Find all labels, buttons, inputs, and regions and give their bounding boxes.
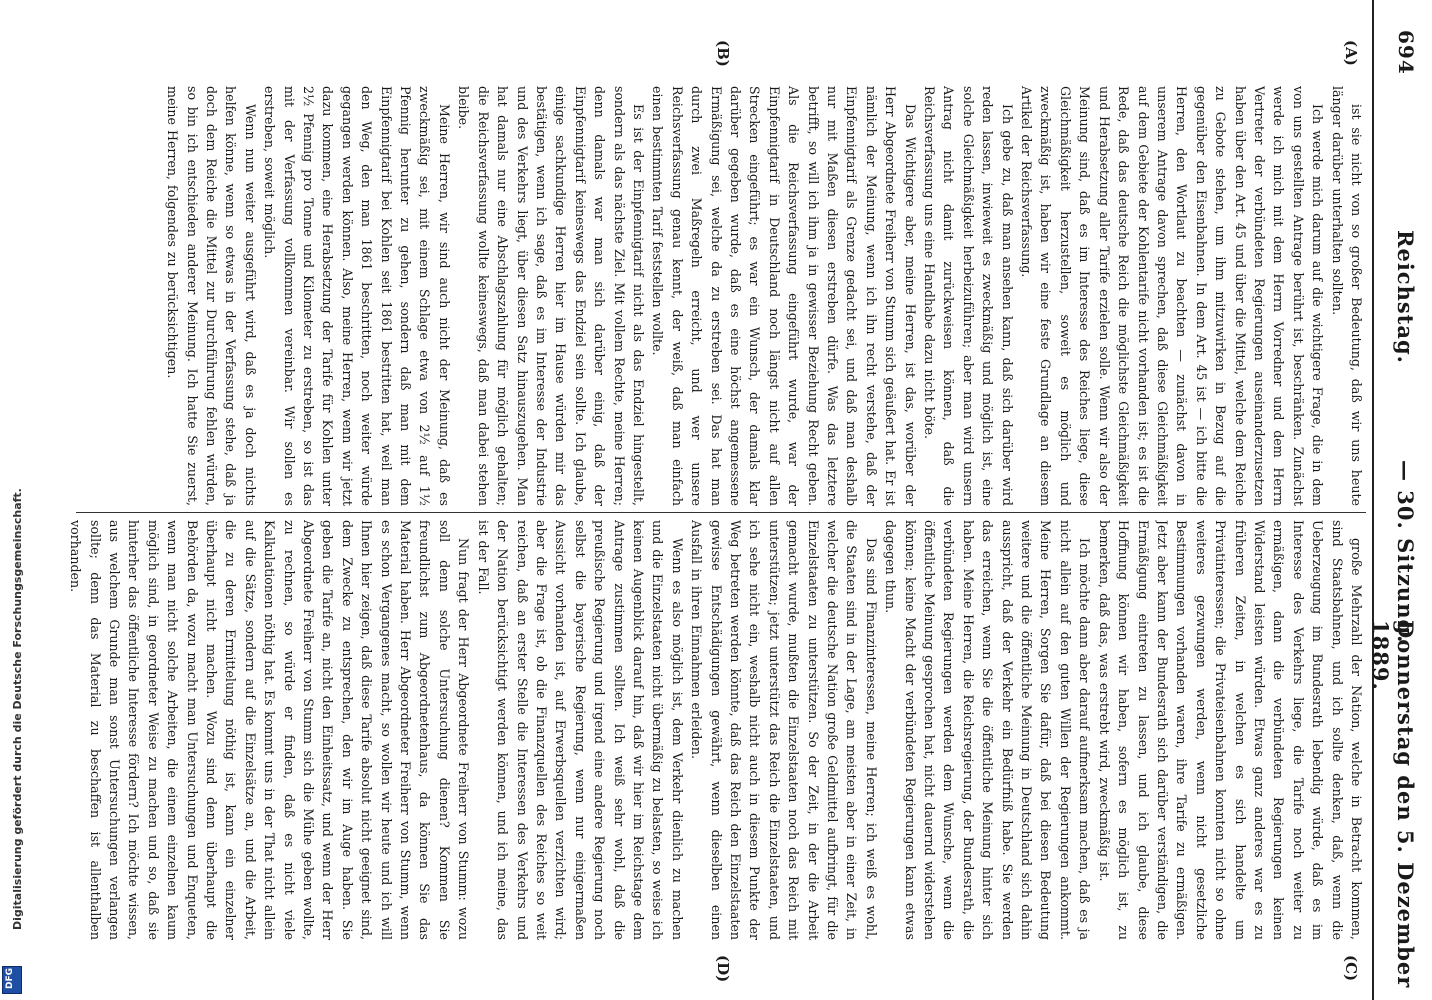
right-text-column [66, 520, 1366, 940]
header-title: Reichstag. [1393, 230, 1418, 364]
page-header [1368, 0, 1432, 1000]
header-session: — 30. Sitzung. [1393, 460, 1418, 644]
paragraph: Nun fragt der Herr Abgeordnete Freiherr von Stumm: wozu soll denn solche Untersuchung dienen? Kommen Sie freundlichst zum Abgeordnetenhaus, da können Sie das Material haben. Herr Abgeordneter Freiherr von Stumm, wenn es schon Vergangenes macht, so wollen wir heute und ich will Ihnen hier zeigen, daß diese Tarife absolut nicht geeignet sind, dem Zwecke zu entsprechen, den wir im Auge haben. Sie geben die Tarife an, nicht den Einheitssatz, und wenn der Herr Abgeordnete Freiherr von Stumm sich die Mühe geben wollte, zu rechnen, so würde er finden, daß es nicht viele Kalkulationen nöthig hat. Es kommt uns in der That nicht allein auf die Sätze, sondern auf die Einzelsätze an, und die Arbeit, die zu deren Ermittelung nöthig ist, kann ein einzelner überhaupt nicht machen. Wozu sind denn überhaupt die Behörden da, wozu macht man Untersuchungen und Enqueten, wenn man nicht solche Arbeiten, die einem einzelnen kaum möglich sind, in geordneter Weise zu machen und so, daß sie hinterher das öffentliche Interesse fördern? Ich möchte wissen, aus welchem Grunde man sonst Untersuchungen verlangen sollte; denn das Material zu beschaffen ist allenthalben vorhanden. [68, 520, 472, 940]
page-number: 694 [1394, 30, 1418, 75]
margin-marker-d: (D) [714, 955, 732, 983]
paragraph: Es ist der Einpfennigtarif nicht als das Endziel hingestellt, sondern als das nächste Ziel. Mit vollem Rechte, meine Herren; denn damals war man sich darüber einig, daß der Einpfennigtarif keineswegs das Endziel sein sollte. Ich glaube, einige sachkundige Herren hier im Hause würden mir das bestätigen, wenn ich sage, daß es im Interesse der Industrie und des Verkehrs liegt, über diesen Satz hinauszugehen. Man hat damals nur eine Abschlagszahlung für möglich gehalten; die Reichsverfassung wollte keineswegs, daß man dabei stehen bleibe. [456, 86, 646, 506]
paragraph: Ich werde mich darum auf die wichtigere Frage, die in dem von uns gestellten Antrage berührt ist, beschränken. Zunächst werde ich mich mit dem Herrn Vorredner und dem Herrn Vertreter der verbündeten Regierungen auseinanderzusetzen haben über den Art. 45 und über die Mittel, welche dem Reiche zu Gebote stehen, um ihm mitzuwirken in Bezug auf die gegenüber den Eisenbahnen. In dem Art. 45 ist — ich bitte die Herren, den Wortlaut zu beachten — zunächst davon in unserem Antrage davon sprechen, daß diese Gleichmäßigkeit auf dem Gebiete der Kohlentarife nicht vorhanden ist; es ist die Rede, daß das deutsche Reich die möglichste Gleichmäßigkeit und Herabsetzung aller Tarife erzielen solle. Wenn wir also der Meinung sind, daß es im Interesse des Reiches liege, diese Gleichmäßigkeit herzustellen, soweit es möglich und zweckmäßig ist, haben wir eine feste Grundlage an diesem Artikel der Reichsverfassung. [1019, 86, 1326, 506]
header-date: Donnerstag den 5. Dezember 1889. [1368, 620, 1418, 989]
paragraph: Ich gebe zu, daß man ansehen kann, daß sich darüber wird reden lassen, inwieweit es zweckmäßig und möglich ist, eine solche Gleichmäßigkeit herbeizuführen; aber man wird unsern Antrag nicht damit zurückweisen können, daß die Reichsverfassung uns eine Handhabe dazu nicht böte. [922, 86, 1015, 506]
margin-marker-a: (A) [1342, 40, 1360, 66]
paragraph: Ich möchte dann aber darauf aufmerksam machen, daß es ja nicht allein auf den guten Willen der Regierungen ankommt. Meine Herren, Sorgen Sie dafür, daß bei diesen Bedeutung weitere und die öffentliche Meinung in Deutschland sich dahin ausspricht, daß der Verkehr ein Bedürfniß habe. Sie werden das erreichen, wenn Sie die öffentliche Meinung hinter sich haben. Meine Herren, die Reichsregierung, der Bundesrath, die verbündeten Regierungen werden dem Wunsche, wenn die öffentliche Meinung gesprochen hat, nicht dauernd widerstehen können; keine Macht der verbündeten Regierungen kann etwas dagegen thun. [883, 520, 1093, 940]
paragraph: Das sind Finanzinteressen, meine Herren; ich weiß es wohl, die Staaten sind in der Lage, am meisten aber in einer Zeit, in welcher die deutsche Nation große Geldmittel aufbringt, für die Einzelstaaten zu unterstützen. So der Zeit, in der die Arbeit gemacht wurde, mußten die Einzelstaaten noch das Reich mit unterstützen; jetzt unterstützt das Reich die Einzelstaaten, und ich sehe nicht ein, weshalb nicht auch in diesem Punkte der Weg betreten werden könnte, daß das Reich den Einzelstaaten gewisse Entschädigungen gewährt, wenn dieselben einen Ausfall in ihren Einnahmen erleiden. [689, 520, 879, 940]
footer-credit: Digitalisierung gefördert durch die Deutsche Forschungsgemeinschaft. [11, 488, 24, 930]
paragraph: Meine Herren, wir sind auch nicht der Meinung, daß es zweckmäßig sei, mit einem Schlage etwa von 2½ auf 1½ Pfennig herunter zu gehen, sondern daß man mit dem Einpfennigtarif bei Kohlen seit 1861 bestritten hat, weil man den Weg, den man 1861 beschritten, noch weiter würde gegangen werden können. Also, meine Herren, wenn wir jetzt dazu kommen, eine Herabsetzung der Tarife für Kohlen unter 2½ Pfennig pro Tonne und Kilometer zu erstreben, so ist das mit der Verfassung vollkommen vereinbar. Wir sollen es erstreben, soweit möglich. [262, 86, 452, 506]
column-divider [76, 512, 1366, 513]
dfg-logo-text: DFG [5, 967, 15, 989]
margin-marker-c: (C) [1342, 955, 1360, 982]
paragraph: ist sie nicht von so großer Bedeutung, daß wir uns heute länger darüber unterhalten sollten. [1329, 86, 1364, 506]
paragraph: Wenn nun weiter ausgeführt wird, daß es ja doch nichts helfen könne, wenn so etwas in der Verfassung stehe, daß ja doch dem Reiche die Mittel zur Durchführung fehlen würden, so bin ich entschieden anderer Meinung. Ich hatte Sie zuerst, meine Herren, folgendes zu berücksichtigen. [165, 86, 258, 506]
dfg-logo [2, 966, 22, 994]
paragraph: große Mehrzahl der Nation, welche in Betracht kommen, sind Staatsbahnen, und ich sollte denken, daß, wenn die Ueberzeugung im Bundesrath lebendig würde, daß es im Interesse des Verkehrs liege, die Tarife noch weiter zu ermäßigen, dann die verbündeten Regierungen keinen Widerstand leisten würden. Etwas ganz anderes war es zu früheren Zeiten, in welchen es sich handelte um Privatinteressen; die Privateisenbahnen konnten nicht so ohne weiteres gezwungen werden, wenn nicht gesetzliche Bestimmungen vorhanden waren, ihre Tarife zu ermäßigen. Jetzt aber kann der Bundesrath sich darüber verständigen, die Ermäßigung eintreten zu lassen, und ich glaube, diese Hoffnung können wir haben, sofern es möglich ist, zu bemerken, daß das, was erstrebt wird, zweckmäßig ist. [1096, 520, 1364, 940]
digitization-footer [0, 0, 22, 1000]
paragraph: Wenn es also möglich ist, dem Verkehr dienlich zu machen und die Einzelstaaten nicht übermäßig zu belasten, so weise ich keinen Augenblick darauf hin, daß wir hier im Reichstage dem Antrage zustimmen sollten. Ich weiß sehr wohl, daß die preußische Regierung und irgend eine andere Regierung noch selbst die bayerische Regierung, wenn nur einigermaßen Aussicht vorhanden ist, auf Erwerbsquellen verzichten wird; aber die Frage ist, ob die Finanzquellen des Reiches so weit reichen, daß an erster Stelle die Interessen des Verkehrs und der Nation berücksichtigt werden können, und ich meine, das ist der Fall. [475, 520, 685, 940]
margin-marker-b: (B) [714, 40, 732, 67]
paragraph: Das Wichtigere aber, meine Herren, ist das, worüber der Herr Abgeordnete Freiherr von Stumm sich geäußert hat. Er ist nämlich der Meinung, wenn ich ihn recht verstehe, daß der Einpfennigtarif als Grenze gedacht sei, und daß man deshalb nur mit Maßen diesen erstreben dürfe. Was das letztere betrifft, so will ich ihm ja in gewisser Beziehung Recht geben. Als die Reichsverfassung eingeführt wurde, war der Einpfennigtarif in Deutschland noch längst nicht auf allen Strecken eingeführt; es war ein Wunsch, der damals klar darüber gegeben wurde, daß es eine höchst angemessene Ermäßigung sei, welche da zu erstreben sei. Das hat man durch zwei Maßregeln erreicht, und wer unsere Reichsverfassung genau kennt, der weiß, daß man einfach einen bestimmten Tarif feststellen wollte. [650, 86, 918, 506]
left-text-column [66, 86, 1366, 506]
